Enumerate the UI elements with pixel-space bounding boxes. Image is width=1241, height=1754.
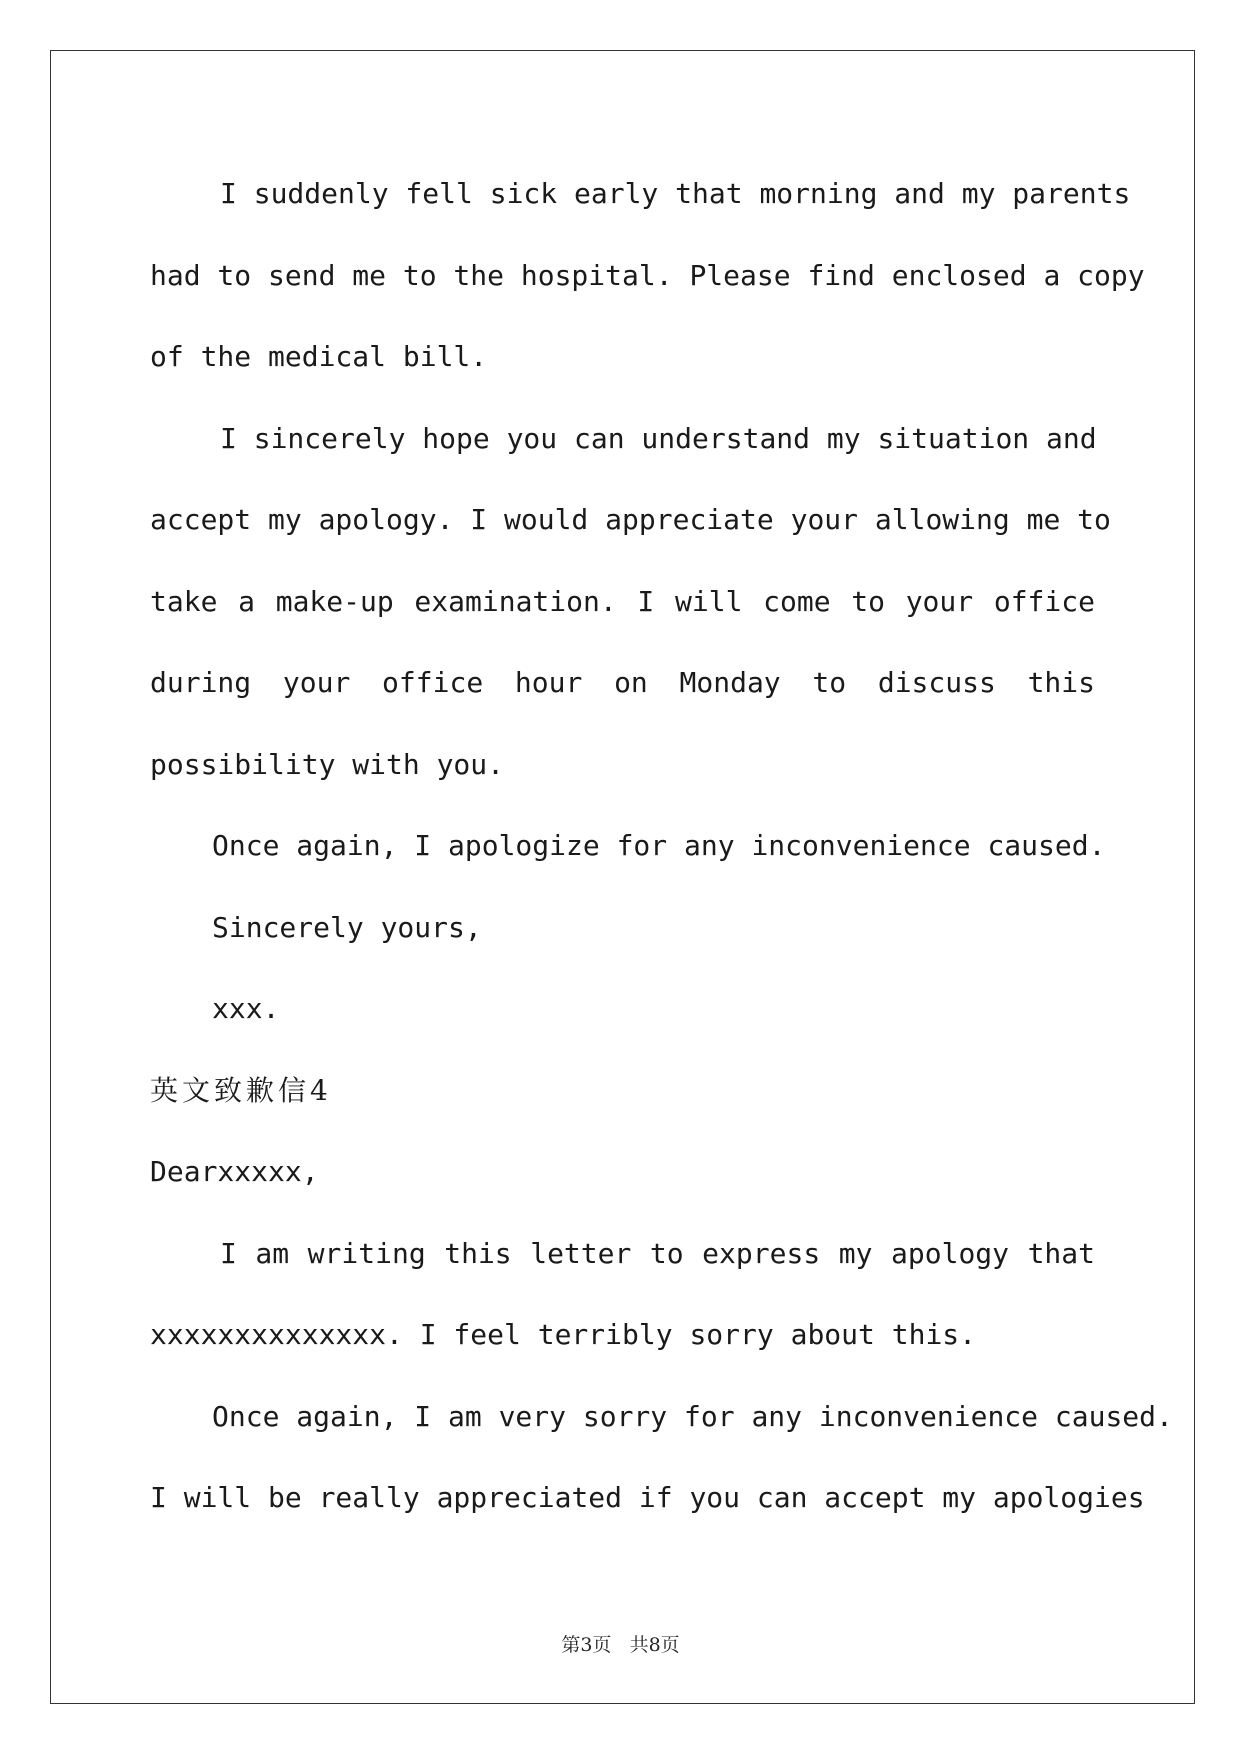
paragraph-line: Once again, I apologize for any inconvenience caused. xyxy=(212,829,1106,862)
page-number: 第3页 xyxy=(561,1634,612,1656)
page-footer xyxy=(0,1630,1241,1657)
paragraph-line: I will be really appreciated if you can accept my apologies xyxy=(150,1481,1145,1514)
salutation-line: Dearxxxxx, xyxy=(150,1155,319,1188)
page-total: 共8页 xyxy=(629,1634,680,1656)
paragraph-line: xxxxxxxxxxxxxx. I feel terribly sorry about this. xyxy=(150,1318,977,1351)
signature-line: xxx. xyxy=(212,992,280,1025)
paragraph-line: I sincerely hope you can understand my situation and xyxy=(220,421,1097,455)
paragraph-line: I am writing this letter to express my apology that xyxy=(220,1236,1095,1270)
footer-gap xyxy=(611,1634,629,1656)
paragraph-line: possibility with you. xyxy=(150,747,505,781)
closing-line: Sincerely yours, xyxy=(212,910,482,944)
paragraph-line: accept my apology. I would appreciate your allowing me to xyxy=(150,503,1111,536)
paragraph-line: Once again, I am very sorry for any inconvenience caused. xyxy=(212,1399,1173,1433)
section-heading: 英文致歉信4 xyxy=(150,1073,332,1107)
paragraph-line: had to send me to the hospital. Please find enclosed a copy xyxy=(150,258,1145,292)
paragraph-line: I suddenly fell sick early that morning and my parents xyxy=(220,177,1131,210)
paragraph-line: of the medical bill. xyxy=(150,340,488,373)
paragraph-line: take a make-up examination. I will come to your office xyxy=(150,584,1095,618)
document-body xyxy=(150,153,1173,1539)
paragraph-line: during your office hour on Monday to discuss this xyxy=(150,666,1095,699)
